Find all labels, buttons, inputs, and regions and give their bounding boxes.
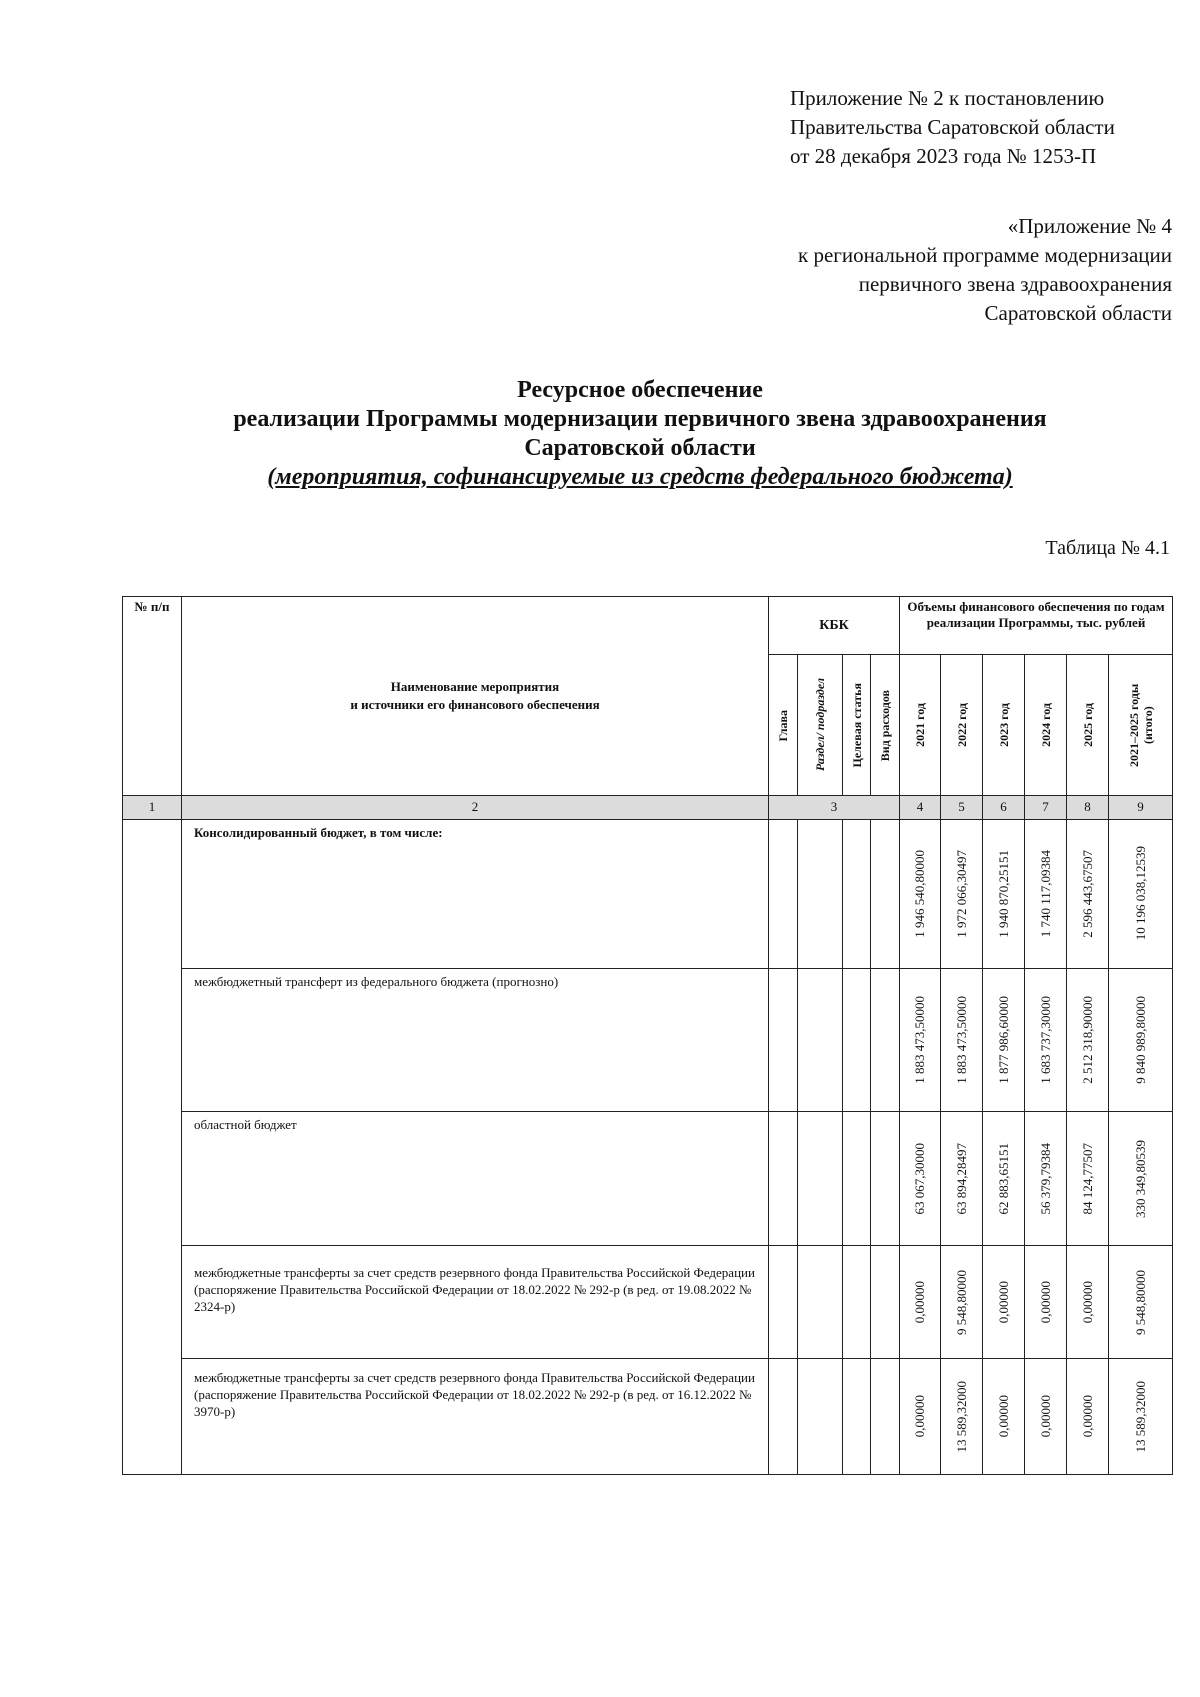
value-cell: 56 379,79384 xyxy=(1025,1112,1067,1246)
header-kbk-vid: Вид расходов xyxy=(871,655,900,796)
annex-line-1: «Приложение № 4 xyxy=(1007,214,1172,238)
value-cell: 0,00000 xyxy=(900,1246,941,1359)
table-row xyxy=(123,968,1173,1112)
value-cell: 84 124,77507 xyxy=(1067,1112,1109,1246)
header-kbk: КБК xyxy=(769,597,900,655)
header-year-2024: 2024 год xyxy=(1025,655,1067,796)
kbk-cell xyxy=(843,819,871,968)
kbk-cell xyxy=(871,1112,900,1246)
document-title xyxy=(0,376,1200,492)
kbk-cell xyxy=(769,1359,798,1475)
value-cell: 0,00000 xyxy=(983,1246,1025,1359)
kbk-cell xyxy=(798,968,843,1112)
title-line-1: Ресурсное обеспечение xyxy=(517,377,763,403)
header-year-2022: 2022 год xyxy=(941,655,983,796)
kbk-cell xyxy=(798,1246,843,1359)
value-cell: 1 883 473,50000 xyxy=(900,968,941,1112)
column-number: 2 xyxy=(182,796,769,819)
header-name-line-1: Наименование мероприятия xyxy=(390,679,560,695)
header-no: № п/п xyxy=(123,597,182,796)
header-year-2025: 2025 год xyxy=(1067,655,1109,796)
value-cell: 1 946 540,80000 xyxy=(900,819,941,968)
value-cell: 13 589,32000 xyxy=(1109,1359,1173,1475)
value-cell: 62 883,65151 xyxy=(983,1112,1025,1246)
header-year-total: 2021–2025 годы (итого) xyxy=(1109,655,1173,796)
value-cell: 2 596 443,67507 xyxy=(1067,819,1109,968)
annex-line-4: Саратовской области xyxy=(984,301,1172,325)
header-kbk-statya: Целевая статья xyxy=(843,655,871,796)
appendix-line-3: от 28 декабря 2023 года № 1253-П xyxy=(790,144,1097,168)
header-year-2023: 2023 год xyxy=(983,655,1025,796)
column-number: 6 xyxy=(983,796,1025,819)
header-name xyxy=(182,597,769,796)
annex-line-2: к региональной программе модернизации xyxy=(798,243,1172,267)
value-cell: 1 877 986,60000 xyxy=(983,968,1025,1112)
column-number: 4 xyxy=(900,796,941,819)
header-year-2021: 2021 год xyxy=(900,655,941,796)
kbk-cell xyxy=(843,1359,871,1475)
kbk-cell xyxy=(769,1246,798,1359)
row-name: Консолидированный бюджет, в том числе: xyxy=(182,819,769,968)
value-cell: 0,00000 xyxy=(1067,1359,1109,1475)
value-cell: 0,00000 xyxy=(1025,1246,1067,1359)
kbk-cell xyxy=(871,1246,900,1359)
value-cell: 63 894,28497 xyxy=(941,1112,983,1246)
value-cell: 0,00000 xyxy=(1067,1246,1109,1359)
column-number: 5 xyxy=(941,796,983,819)
value-cell: 0,00000 xyxy=(1025,1359,1067,1475)
kbk-cell xyxy=(843,1246,871,1359)
row-no-cell xyxy=(123,819,182,1475)
kbk-cell xyxy=(843,968,871,1112)
header-kbk-glava: Глава xyxy=(769,655,798,796)
annex-line-3: первичного звена здравоохранения xyxy=(858,272,1172,296)
row-name: межбюджетные трансферты за счет средств резервного фонда Правительства Российской Федерации (распоряжение Правительства Российской Федерации от 18.02.2022 № 292-р (в ред. от 16.12.2022 № 3970-р) xyxy=(182,1359,769,1475)
kbk-cell xyxy=(871,1359,900,1475)
table-row xyxy=(123,819,1173,968)
kbk-cell xyxy=(769,968,798,1112)
kbk-cell xyxy=(798,819,843,968)
title-line-2: реализации Программы модернизации первичного звена здравоохранения xyxy=(233,406,1047,432)
appendix-reference xyxy=(790,84,1190,171)
header-name-line-2: и источники его финансового обеспечения xyxy=(350,697,600,713)
value-cell: 1 683 737,30000 xyxy=(1025,968,1067,1112)
value-cell: 63 067,30000 xyxy=(900,1112,941,1246)
appendix-line-1: Приложение № 2 к постановлению xyxy=(790,86,1105,110)
annex-reference xyxy=(672,212,1172,328)
table-row xyxy=(123,1359,1173,1475)
title-subtitle: (мероприятия, софинансируемые из средств федерального бюджета) xyxy=(267,464,1013,490)
value-cell: 9 548,80000 xyxy=(1109,1246,1173,1359)
table-row xyxy=(123,1112,1173,1246)
value-cell: 10 196 038,12539 xyxy=(1109,819,1173,968)
column-number: 1 xyxy=(123,796,182,819)
column-numbers-row xyxy=(123,796,1173,819)
row-name: межбюджетный трансферт из федерального бюджета (прогнозно) xyxy=(182,968,769,1112)
column-number: 3 xyxy=(769,796,900,819)
value-cell: 330 349,80539 xyxy=(1109,1112,1173,1246)
kbk-cell xyxy=(843,1112,871,1246)
kbk-cell xyxy=(769,1112,798,1246)
kbk-cell xyxy=(769,819,798,968)
kbk-cell xyxy=(798,1112,843,1246)
value-cell: 9 840 989,80000 xyxy=(1109,968,1173,1112)
kbk-cell xyxy=(871,968,900,1112)
appendix-line-2: Правительства Саратовской области xyxy=(790,115,1115,139)
value-cell: 1 883 473,50000 xyxy=(941,968,983,1112)
value-cell: 13 589,32000 xyxy=(941,1359,983,1475)
column-number: 8 xyxy=(1067,796,1109,819)
value-cell: 9 548,80000 xyxy=(941,1246,983,1359)
value-cell: 1 940 870,25151 xyxy=(983,819,1025,968)
value-cell: 0,00000 xyxy=(983,1359,1025,1475)
value-cell: 0,00000 xyxy=(900,1359,941,1475)
value-cell: 1 740 117,09384 xyxy=(1025,819,1067,968)
row-name: межбюджетные трансферты за счет средств резервного фонда Правительства Российской Федерации (распоряжение Правительства Российской Федерации от 18.02.2022 № 292-р (в ред. от 19.08.2022 № 2324-р) xyxy=(182,1246,769,1359)
column-number: 9 xyxy=(1109,796,1173,819)
resource-table xyxy=(122,596,1173,1475)
header-row-1 xyxy=(123,597,1173,655)
table-row xyxy=(123,1246,1173,1359)
header-kbk-razdel: Раздел/ подраздел xyxy=(798,655,843,796)
title-line-3: Саратовской области xyxy=(524,435,756,461)
kbk-cell xyxy=(871,819,900,968)
row-name: областной бюджет xyxy=(182,1112,769,1246)
value-cell: 2 512 318,90000 xyxy=(1067,968,1109,1112)
column-number: 7 xyxy=(1025,796,1067,819)
kbk-cell xyxy=(798,1359,843,1475)
value-cell: 1 972 066,30497 xyxy=(941,819,983,968)
table-label: Таблица № 4.1 xyxy=(1045,537,1170,559)
header-volumes: Объемы финансового обеспечения по годам реализации Программы, тыс. рублей xyxy=(900,597,1173,655)
